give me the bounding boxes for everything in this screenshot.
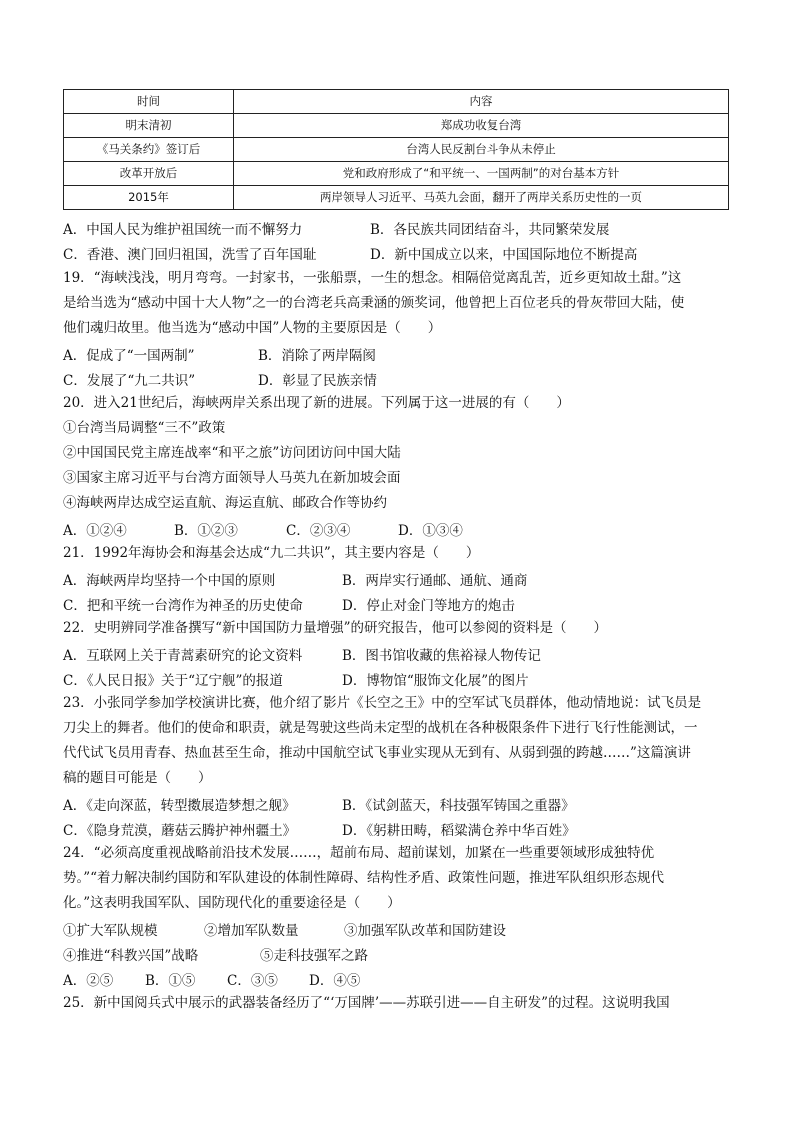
- q24-option-a: A．②⑤: [63, 973, 114, 989]
- q23-stem-line4: 稿的题目可能是（ ）: [63, 770, 212, 786]
- q19-option-c: C．发展了“九二共识”: [63, 373, 196, 389]
- table-cell: 明末清初: [64, 114, 234, 138]
- table-header-cell: 时间: [64, 90, 234, 114]
- q20-option-b: B．①②③: [174, 523, 238, 539]
- q24-item-3: ③加强军队改革和国防建设: [344, 923, 506, 939]
- q24-option-d: D．④⑤: [309, 973, 361, 989]
- table-row: [64, 138, 729, 162]
- q24-item-5: ⑤走科技强军之路: [260, 948, 368, 964]
- table-cell: 《马关条约》签订后: [64, 138, 234, 162]
- q24-item-4: ④推进“科教兴国”战略: [63, 948, 199, 964]
- q21-option-a: A．海峡两岸均坚持一个中国的原则: [63, 573, 276, 589]
- table-header-cell: 内容: [234, 90, 729, 114]
- q21-option-b: B．两岸实行通邮、通航、通商: [342, 573, 528, 589]
- q18-option-c: C．香港、澳门回归祖国，洗雪了百年国耻: [63, 247, 317, 263]
- q18-option-a: A．中国人民为维护祖国统一而不懈努力: [63, 222, 303, 238]
- table-cell: 改革开放后: [64, 162, 234, 186]
- q23-option-c: C．《隐身荒漠，蘑菇云腾护神州疆土》: [63, 823, 297, 839]
- q20-item-3: ③国家主席习近平与台湾方面领导人马英九在新加坡会面: [63, 470, 401, 486]
- table-cell: 郑成功收复台湾: [234, 114, 729, 138]
- q23-stem-line1: 23．小张同学参加学校演讲比赛，他介绍了影片《长空之王》中的空军试飞员群体，他动情地说：试飞员是: [63, 695, 702, 711]
- q20-option-d: D．①③④: [398, 523, 463, 539]
- q25-stem-line1: 25．新中国阅兵式中展示的武器装备经历了“‘万国牌’——苏联引进——自主研发”的过程。这说明我国: [63, 995, 670, 1011]
- q22-option-b: B．图书馆收藏的焦裕禄人物传记: [342, 648, 541, 664]
- q19-stem-line3: 他们魂归故里。他当选为“感动中国”人物的主要原因是（ ）: [63, 320, 442, 336]
- table-header-row: [64, 90, 729, 114]
- q24-stem-line1: 24．“必须高度重视战略前沿技术发展……，超前布局、超前谋划，加紧在一些重要领域形成独特优: [63, 845, 655, 861]
- q19-option-b: B．消除了两岸隔阂: [258, 348, 376, 364]
- q23-option-b: B．《试剑蓝天，科技强军铸国之重器》: [342, 798, 575, 814]
- q18-option-d: D．新中国成立以来，中国国际地位不断提高: [370, 247, 638, 263]
- q24-item-1: ①扩大军队规模: [63, 923, 158, 939]
- q20-option-c: C．②③④: [286, 523, 351, 539]
- q20-item-1: ①台湾当局调整“三不”政策: [63, 420, 226, 436]
- table-cell: 党和政府形成了“和平统一、一国两制”的对台基本方针: [234, 162, 729, 186]
- table-cell: 2015年: [64, 186, 234, 210]
- q19-option-d: D．彰显了民族亲情: [258, 373, 377, 389]
- q19-stem-line2: 是给当选为“感动中国十大人物”之一的台湾老兵高秉涵的颁奖词，他曾把上百位老兵的骨灰带回大陆，使: [63, 295, 685, 311]
- q20-item-4: ④海峡两岸达成空运直航、海运直航、邮政合作等协约: [63, 495, 387, 511]
- q23-stem-line3: 代代试飞员用青春、热血甚至生命，推动中国航空试飞事业实现从无到有、从弱到强的跨越……”这篇演讲: [63, 745, 691, 761]
- table-cell: 台湾人民反割台斗争从未停止: [234, 138, 729, 162]
- q24-stem-line3: 化。”这表明我国军队、国防现代化的重要途径是（ ）: [63, 895, 401, 911]
- q18-option-b: B．各民族共同团结奋斗，共同繁荣发展: [370, 222, 610, 238]
- q24-item-2: ②增加军队数量: [204, 923, 299, 939]
- q20-item-2: ②中国国民党主席连战率“和平之旅”访问团访问中国大陆: [63, 445, 401, 461]
- q24-option-c: C．③⑤: [227, 973, 278, 989]
- q20-option-a: A．①②④: [63, 523, 127, 539]
- table-row: [64, 186, 729, 210]
- q24-option-b: B．①⑤: [145, 973, 196, 989]
- q22-option-c: C．《人民日报》关于“辽宁舰”的报道: [63, 673, 283, 689]
- history-table: [63, 89, 729, 210]
- q20-stem: 20．进入21世纪后，海峡两岸关系出现了新的进展。下列属于这一进展的有（ ）: [63, 395, 570, 411]
- q21-option-d: D．停止对金门等地方的炮击: [342, 598, 515, 614]
- q19-option-a: A．促成了“一国两制”: [63, 348, 195, 364]
- table-row: [64, 114, 729, 138]
- q19-stem-line1: 19．“海峡浅浅，明月弯弯。一封家书，一张船票，一生的想念。相隔倍觉离乱苦，近乡更知故土甜。”这: [63, 270, 682, 286]
- q23-option-d: D．《躬耕田畴，稻粱满仓养中华百姓》: [342, 823, 576, 839]
- q23-stem-line2: 刀尖上的舞者。他们的使命和职责，就是驾驶这些尚未定型的战机在各种极限条件下进行飞行性能测试，一: [63, 720, 698, 736]
- q22-option-d: D．博物馆“服饰文化展”的图片: [342, 673, 529, 689]
- q22-stem: 22．史明辨同学准备撰写“新中国国防力量增强”的研究报告，他可以参阅的资料是（ ）: [63, 620, 607, 636]
- q21-option-c: C．把和平统一台湾作为神圣的历史使命: [63, 598, 303, 614]
- table-row: [64, 162, 729, 186]
- q21-stem: 21．1992年海协会和海基会达成“九二共识”，其主要内容是（ ）: [63, 545, 480, 561]
- table-cell: 两岸领导人习近平、马英九会面，翻开了两岸关系历史性的一页: [234, 186, 729, 210]
- q24-stem-line2: 势。”“着力解决制约国防和军队建设的体制性障碍、结构性矛盾、政策性问题，推进军队组织形态规代: [63, 870, 665, 886]
- q22-option-a: A．互联网上关于青蒿素研究的论文资料: [63, 648, 303, 664]
- q23-option-a: A．《走向深蓝，转型擞展造梦想之舰》: [63, 798, 296, 814]
